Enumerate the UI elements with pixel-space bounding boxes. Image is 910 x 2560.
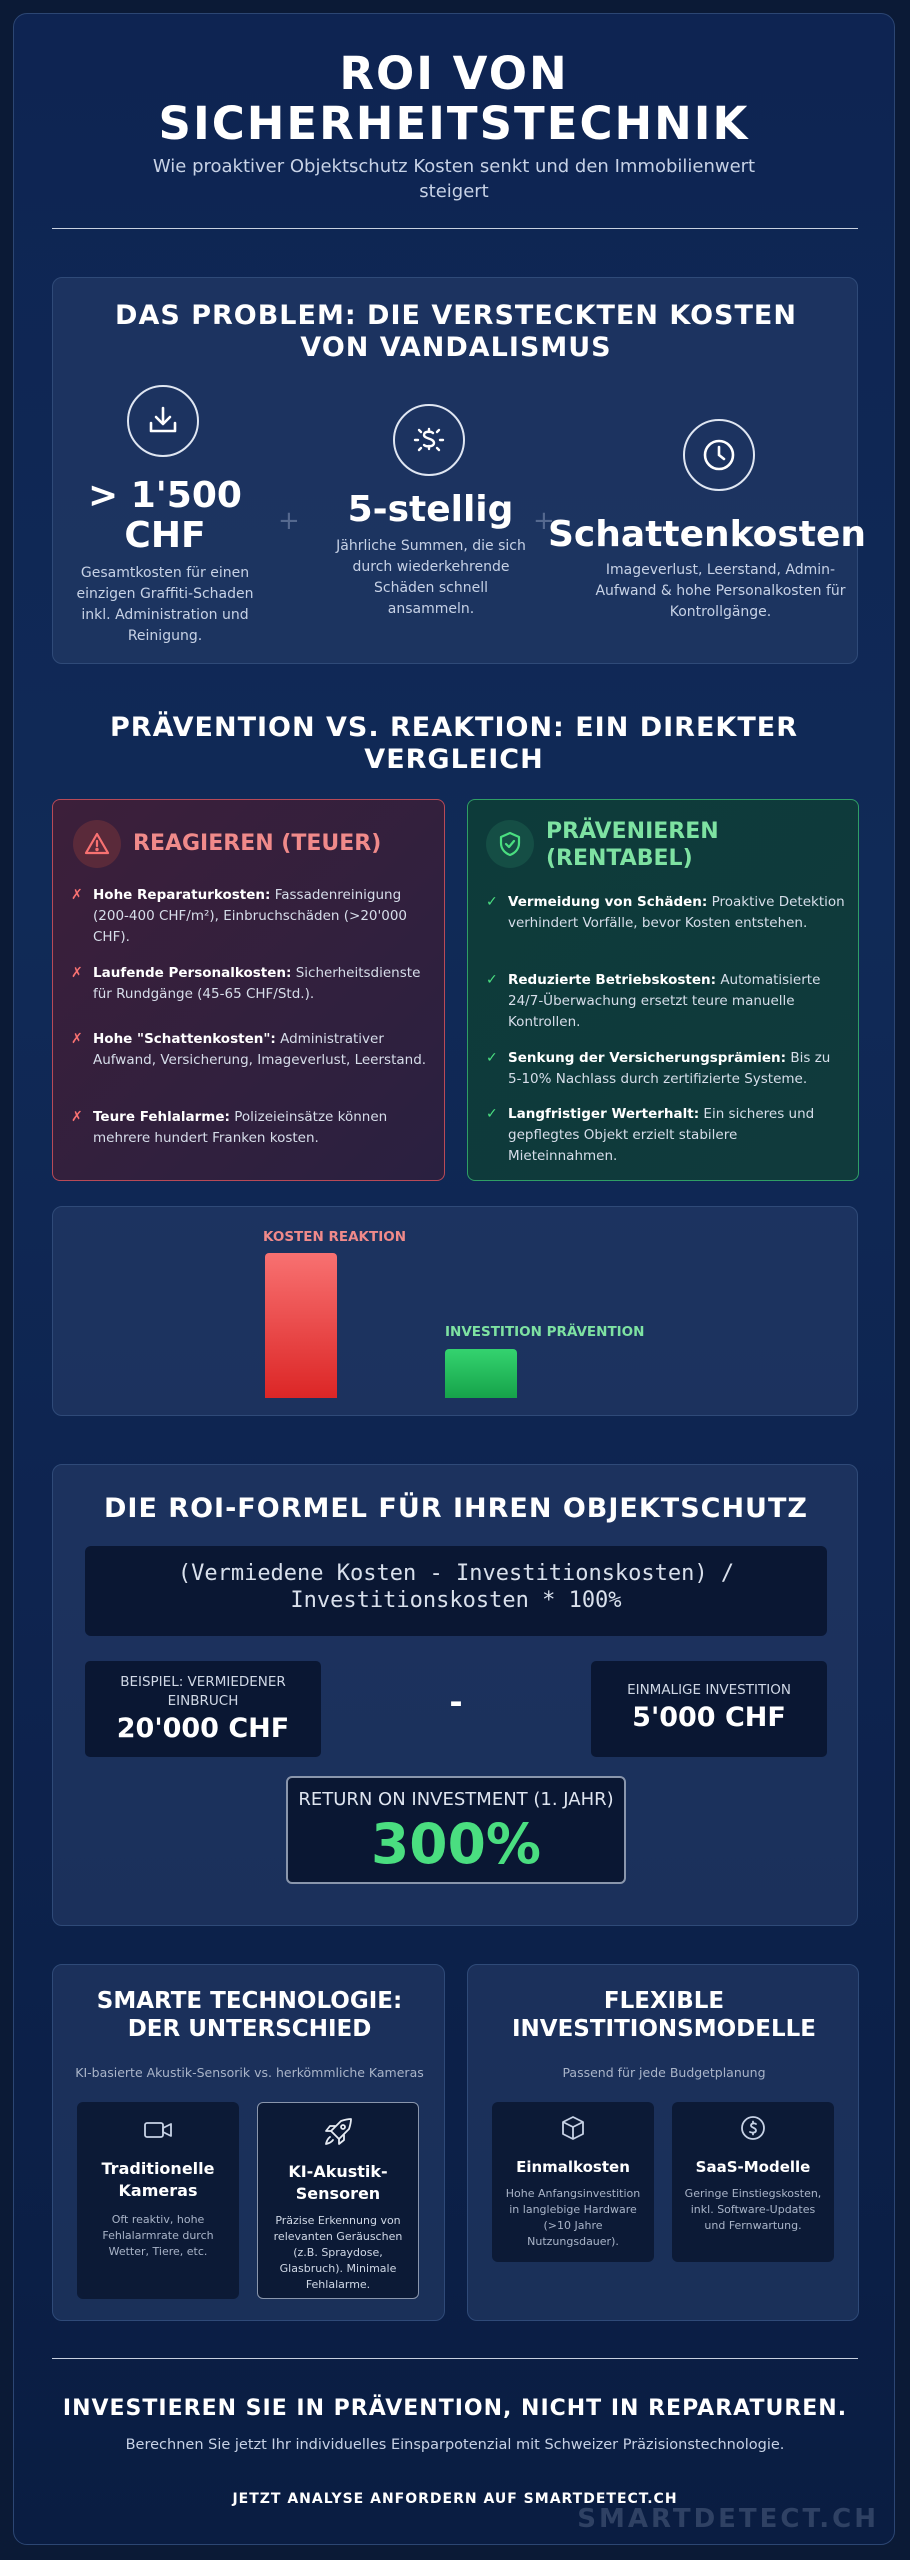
comparison-title: PRÄVENTION VS. REAKTION: EIN DIREKTER VERGLEICH <box>109 712 798 775</box>
check-icon: ✓ <box>486 894 498 910</box>
minus-operator: - <box>449 1683 463 1721</box>
check-icon: ✓ <box>486 1050 498 1066</box>
roi-result-box <box>286 1776 626 1884</box>
invest-title: FLEXIBLE INVESTITIONSMODELLE <box>511 1988 816 2042</box>
investment-label: EINMALIGE INVESTITION <box>627 1682 791 1698</box>
page-title: ROI VON SICHERHEITSTECHNIK <box>158 47 750 150</box>
cross-icon: ✗ <box>71 887 83 903</box>
video-camera-icon <box>89 2118 227 2146</box>
one-time-cost-card <box>492 2102 654 2262</box>
shield-check-icon <box>486 820 534 868</box>
one-time-cost-title: Einmalkosten <box>516 2158 630 2176</box>
investment-value: 5'000 CHF <box>632 1702 786 1733</box>
download-tray-icon <box>127 385 203 457</box>
footer-headline: INVESTIEREN SIE IN PRÄVENTION, NICHT IN REPARATUREN. <box>62 2396 848 2421</box>
list-item: ✓ Vermeidung von Schäden: Proaktive Detektion verhindert Vorfälle, bevor Kosten entstehen. <box>486 894 845 931</box>
roi-panel <box>52 1464 858 1926</box>
list-item: ✗ Teure Fehlalarme: Polizeieinsätze können mehrere hundert Franken kosten. <box>71 1109 388 1146</box>
cross-icon: ✗ <box>71 1031 83 1047</box>
investment-box <box>591 1661 827 1757</box>
cross-icon: ✗ <box>71 965 83 981</box>
list-item: ✓ Langfristiger Werterhalt: Ein sicheres und gepflegtes Objekt erzielt stabilere Mieteinnahmen. <box>486 1106 815 1164</box>
list-item: ✗ Hohe Reparaturkosten: Fassadenreinigung (200-400 CHF/m²), Einbruchschäden (>20'000 CHF). <box>71 887 408 945</box>
header <box>74 49 834 149</box>
cube-icon <box>504 2114 642 2146</box>
header-divider <box>52 228 858 229</box>
react-heading: REAGIEREN (TEUER) <box>133 831 382 856</box>
stat-desc-annual: Jährliche Summen, die sich durch wiederkehrende Schäden schnell ansammeln. <box>336 538 526 617</box>
plus-separator: + <box>278 506 300 536</box>
traditional-camera-card <box>77 2102 239 2299</box>
clock-icon <box>683 419 759 491</box>
bar-prevention <box>445 1349 517 1398</box>
one-time-cost-desc: Hohe Anfangsinvestition in langlebige Hardware (>10 Jahre Nutzungsdauer). <box>505 2187 641 2248</box>
dollar-sparkle-icon <box>393 404 469 476</box>
bar-reaction <box>265 1253 337 1398</box>
cross-icon: ✗ <box>71 1109 83 1125</box>
saas-desc: Geringe Einstiegskosten, inkl. Software-Updates und Fernwartung. <box>684 2187 822 2232</box>
ai-sensor-title: KI-Akustik-Sensoren <box>288 2162 388 2203</box>
footer-subline: Berechnen Sie jetzt Ihr individuelles Einsparpotenzial mit Schweizer Präzisionstechnologie. <box>125 2437 785 2453</box>
stat-desc-shadow: Imageverlust, Leerstand, Admin-Aufwand & hohe Personalkosten für Kontrollgänge. <box>595 562 846 620</box>
list-item: ✗ Hohe "Schattenkosten": Administrativer Aufwand, Versicherung, Imageverlust, Leerstand. <box>71 1031 427 1068</box>
invest-subtitle: Passend für jede Budgetplanung <box>562 2065 766 2080</box>
watermark-logo: SMARTDETECT.CH <box>577 2504 879 2534</box>
tech-panel <box>52 1964 445 2321</box>
problem-title: DAS PROBLEM: DIE VERSTECKTEN KOSTEN VON VANDALISMUS <box>115 300 797 363</box>
bar-label-prevention: INVESTITION PRÄVENTION <box>445 1324 645 1340</box>
saas-title: SaaS-Modelle <box>695 2158 811 2176</box>
warning-icon <box>73 820 121 868</box>
cta-link[interactable]: JETZT ANALYSE ANFORDERN AUF SMARTDETECT.CH <box>232 2491 678 2507</box>
cost-bars-panel <box>52 1206 858 1416</box>
prevent-heading: PRÄVENIEREN (RENTABEL) <box>546 819 719 871</box>
saas-card <box>672 2102 834 2262</box>
react-card <box>52 799 445 1181</box>
tech-title: SMARTE TECHNOLOGIE: DER UNTERSCHIED <box>96 1988 403 2042</box>
tech-subtitle: KI-basierte Akustik-Sensorik vs. herkömmliche Kameras <box>75 2065 424 2080</box>
rocket-icon <box>268 2115 408 2153</box>
avoided-cost-value: 20'000 CHF <box>116 1713 290 1744</box>
traditional-camera-desc: Oft reaktiv, hohe Fehlalarmrate durch Wetter, Tiere, etc. <box>102 2213 214 2258</box>
page-subtitle: Wie proaktiver Objektschutz Kosten senkt und den Immobilienwert steigert <box>152 156 756 202</box>
refresh-dollar-icon <box>684 2114 822 2146</box>
stat-value-graffiti: > 1'500 CHF <box>88 475 242 556</box>
list-item: ✓ Senkung der Versicherungsprämien: Bis zu 5-10% Nachlass durch zertifizierte Systeme. <box>486 1050 831 1087</box>
infographic-frame <box>13 13 895 2545</box>
prevent-card <box>467 799 859 1181</box>
roi-title: DIE ROI-FORMEL FÜR IHREN OBJEKTSCHUTZ <box>104 1493 808 1524</box>
list-item: ✗ Laufende Personalkosten: Sicherheitsdienste für Rundgänge (45-65 CHF/Std.). <box>71 965 421 1002</box>
check-icon: ✓ <box>486 972 498 988</box>
traditional-camera-title: Traditionelle Kameras <box>101 2159 215 2200</box>
plus-separator: + <box>533 506 555 536</box>
avoided-cost-box <box>85 1661 321 1757</box>
ai-sensor-desc: Präzise Erkennung von relevanten Geräuschen (z.B. Spraydose, Glasbruch). Minimale Fehlalarme. <box>273 2214 403 2291</box>
invest-panel <box>467 1964 859 2321</box>
ai-sensor-card <box>257 2102 419 2299</box>
footer-divider <box>52 2358 858 2359</box>
avoided-cost-label: BEISPIEL: VERMIEDENER EINBRUCH <box>120 1674 286 1709</box>
roi-result-label: RETURN ON INVESTMENT (1. JAHR) <box>298 1789 614 1810</box>
stat-value-shadow: Schattenkosten <box>548 514 867 555</box>
roi-formula: (Vermiedene Kosten - Investitionskosten) / Investitionskosten * 100% <box>85 1546 827 1636</box>
bar-label-reaction: KOSTEN REAKTION <box>263 1229 407 1245</box>
check-icon: ✓ <box>486 1106 498 1122</box>
list-item: ✓ Reduzierte Betriebskosten: Automatisierte 24/7-Überwachung ersetzt teure manuelle Kontrollen. <box>486 972 821 1030</box>
stat-value-annual: 5-stellig <box>347 489 514 530</box>
stat-desc-graffiti: Gesamtkosten für einen einzigen Graffiti-Schaden inkl. Administration und Reinigung. <box>76 565 254 644</box>
roi-result-value: 300% <box>371 1812 541 1876</box>
problem-panel <box>52 277 867 664</box>
